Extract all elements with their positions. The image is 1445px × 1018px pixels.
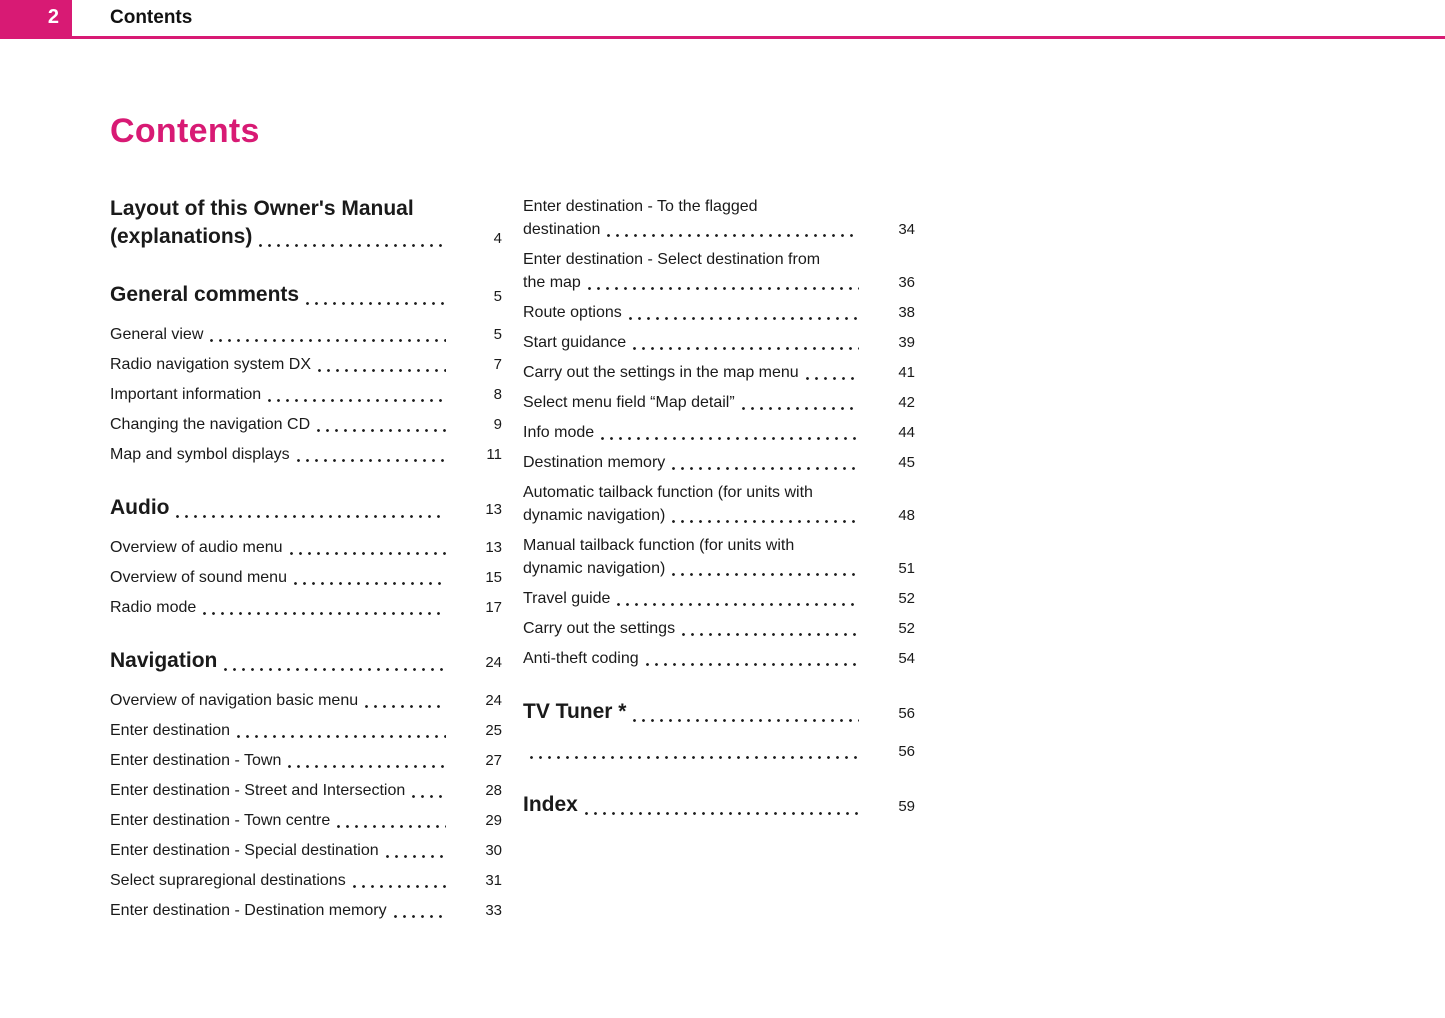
toc-entry-label: dynamic navigation): [523, 560, 666, 577]
toc-row: [110, 779, 502, 802]
toc-page-number: 17: [485, 599, 502, 616]
toc-entry: [110, 413, 502, 436]
toc-dots-leader: [742, 407, 859, 410]
toc-entry: [523, 195, 915, 241]
toc-entry: [523, 534, 915, 580]
toc-row: [110, 839, 502, 862]
toc-entry-label: Overview of sound menu: [110, 569, 287, 586]
toc-page-number: 27: [485, 752, 502, 769]
toc-entry: [523, 451, 915, 474]
toc-entry: [110, 596, 502, 619]
toc-row: [523, 504, 915, 527]
toc-entry-label: Radio navigation system DX: [110, 356, 311, 373]
toc-page-number: 29: [485, 812, 502, 829]
toc-dots-leader: [633, 719, 859, 722]
toc-entry: [523, 647, 915, 670]
page-title: Contents: [110, 112, 260, 150]
toc-row: [110, 223, 502, 253]
toc-dots-leader: [682, 633, 859, 636]
toc-dots-leader: [268, 399, 446, 402]
toc-section: [110, 494, 502, 524]
toc-page-number: 15: [485, 569, 502, 586]
document-body: [110, 112, 916, 929]
toc-entry-label: Enter destination: [110, 722, 231, 739]
toc-entry-label-line1: Enter destination - To the flagged: [523, 198, 758, 215]
page-header: [0, 0, 1445, 40]
toc-page-number: 41: [898, 364, 915, 381]
toc-row: [110, 566, 502, 589]
toc-page-number: 28: [485, 782, 502, 799]
toc-row: [523, 698, 915, 728]
toc-entry-label: Start guidance: [523, 334, 627, 351]
toc-page-number: 38: [898, 304, 915, 321]
toc-entry: [523, 421, 915, 444]
toc-entry: [110, 839, 502, 862]
toc-dots-leader: [629, 317, 859, 320]
toc-entry: [523, 301, 915, 324]
toc-dots-leader: [294, 582, 446, 585]
header-page-number: 2: [47, 6, 59, 28]
toc-dots-leader: [617, 603, 859, 606]
toc-dots-leader: [237, 735, 446, 738]
toc-entry-label: Destination memory: [523, 454, 666, 471]
toc-dots-leader: [386, 855, 446, 858]
header-rule: [0, 36, 1445, 39]
toc-section: [523, 791, 915, 821]
toc-entry: [523, 481, 915, 527]
toc-page-number: 54: [898, 650, 915, 667]
toc-dots-leader: [259, 244, 446, 247]
toc-dots-leader: [646, 663, 859, 666]
toc-entry-label: destination: [523, 221, 601, 238]
toc-page-number: 56: [898, 743, 915, 760]
toc-page-number: 11: [486, 446, 502, 463]
toc-entry-label-line1: Enter destination - Select destination from: [523, 251, 821, 268]
toc-row: [110, 689, 502, 712]
toc-column-left: [110, 195, 502, 929]
toc-dots-leader: [530, 756, 859, 759]
toc-dots-leader: [806, 377, 859, 380]
toc-entry: [110, 899, 502, 922]
toc-dots-leader: [394, 915, 446, 918]
toc-row: [110, 413, 502, 436]
toc-entry: [110, 383, 502, 406]
toc-row: [523, 271, 915, 294]
toc-entry-label: Map and symbol displays: [110, 446, 290, 463]
toc-page-number: 24: [485, 654, 502, 671]
toc-entry: [110, 536, 502, 559]
toc-page-number: 5: [493, 326, 502, 343]
toc-row: [523, 421, 915, 444]
toc-dots-leader: [365, 705, 446, 708]
toc-entry-label: Carry out the settings: [523, 620, 676, 637]
toc-entry-label: Anti-theft coding: [523, 650, 639, 667]
toc-page-number: 39: [898, 334, 915, 351]
toc-section: [110, 195, 502, 253]
toc-dots-leader: [672, 467, 859, 470]
toc-entry: [110, 809, 502, 832]
toc-entry: [523, 740, 915, 763]
toc-row: [110, 443, 502, 466]
toc-page-number: 13: [485, 501, 502, 518]
toc-dots-leader: [288, 765, 446, 768]
toc-entry: [110, 719, 502, 742]
toc-dots-leader: [585, 812, 859, 815]
toc-dots-leader: [224, 668, 446, 671]
toc-section-label: Navigation: [110, 649, 218, 672]
toc-dots-leader: [337, 825, 446, 828]
toc-dots-leader: [633, 347, 859, 350]
toc-row: [523, 361, 915, 384]
toc-row: [110, 536, 502, 559]
toc-entry: [110, 323, 502, 346]
toc-dots-leader: [210, 339, 446, 342]
toc-dots-leader: [176, 515, 446, 518]
toc-page-number: 4: [493, 230, 502, 247]
toc-dots-leader: [601, 437, 859, 440]
toc-row: [523, 331, 915, 354]
toc-row: [110, 353, 502, 376]
toc-page-number: 5: [493, 288, 502, 305]
toc-page-number: 8: [493, 386, 502, 403]
toc-page-number: 36: [898, 274, 915, 291]
toc-section: [110, 281, 502, 311]
toc: [110, 195, 916, 929]
toc-entry-label: Carry out the settings in the map menu: [523, 364, 799, 381]
toc-row: [110, 323, 502, 346]
toc-page-number: 34: [898, 221, 915, 238]
toc-column-right: [523, 195, 915, 833]
toc-row: [110, 647, 502, 677]
toc-section-label: Index: [523, 793, 578, 816]
toc-entry-label: the map: [523, 274, 581, 291]
toc-dots-leader: [672, 573, 859, 576]
toc-entry: [523, 361, 915, 384]
toc-entry: [523, 331, 915, 354]
toc-row: [110, 869, 502, 892]
toc-page-number: 52: [898, 620, 915, 637]
toc-dots-leader: [672, 520, 859, 523]
toc-row: [110, 494, 502, 524]
toc-row: [110, 383, 502, 406]
toc-entry-label: Radio mode: [110, 599, 197, 616]
toc-page-number: 31: [485, 872, 502, 889]
toc-page-number: 24: [485, 692, 502, 709]
toc-row: [523, 391, 915, 414]
toc-entry: [110, 749, 502, 772]
toc-entry: [523, 248, 915, 294]
toc-entry: [110, 779, 502, 802]
toc-dots-leader: [317, 429, 446, 432]
toc-row: [523, 451, 915, 474]
toc-page-number: 59: [898, 798, 915, 815]
page-number-badge: [0, 0, 72, 39]
toc-entry: [110, 869, 502, 892]
toc-entry-label: Overview of navigation basic menu: [110, 692, 359, 709]
toc-entry-label-line1: Manual tailback function (for units with: [523, 537, 795, 554]
toc-row: [523, 557, 915, 580]
toc-dots-leader: [353, 885, 446, 888]
toc-entry-label: Enter destination - Special destination: [110, 842, 379, 859]
toc-dots-leader: [318, 369, 446, 372]
toc-row: [523, 740, 915, 763]
toc-row: [110, 809, 502, 832]
toc-page-number: 51: [898, 560, 915, 577]
toc-entry-label: Enter destination - Town centre: [110, 812, 331, 829]
toc-entry-label: General view: [110, 326, 204, 343]
toc-section-label-line1: Layout of this Owner's Manual: [110, 197, 414, 220]
toc-entry-label: Enter destination - Town: [110, 752, 282, 769]
toc-dots-leader: [588, 287, 859, 290]
toc-row: [110, 281, 502, 311]
toc-page-number: 25: [485, 722, 502, 739]
toc-entry: [523, 617, 915, 640]
toc-section-label: TV Tuner *: [523, 700, 627, 723]
toc-page-number: 56: [898, 705, 915, 722]
toc-page-number: 44: [898, 424, 915, 441]
toc-dots-leader: [203, 612, 446, 615]
toc-row: [523, 301, 915, 324]
toc-page-number: 48: [898, 507, 915, 524]
toc-row: [523, 791, 915, 821]
toc-row: [523, 647, 915, 670]
toc-dots-leader: [607, 234, 859, 237]
toc-entry-label: Select menu field “Map detail”: [523, 394, 735, 411]
toc-dots-leader: [290, 552, 446, 555]
toc-page-number: 30: [485, 842, 502, 859]
toc-page-number: 33: [485, 902, 502, 919]
toc-entry: [110, 353, 502, 376]
toc-section-label: Audio: [110, 496, 170, 519]
toc-entry-label: Important information: [110, 386, 262, 403]
toc-row: [523, 218, 915, 241]
toc-section: [110, 647, 502, 677]
toc-row: [110, 596, 502, 619]
toc-entry-label: Route options: [523, 304, 622, 321]
toc-entry-label: Select supraregional destinations: [110, 872, 346, 889]
toc-dots-leader: [412, 795, 446, 798]
toc-entry: [523, 587, 915, 610]
toc-page-number: 7: [493, 356, 502, 373]
toc-entry: [110, 443, 502, 466]
toc-dots-leader: [297, 459, 446, 462]
toc-entry-label-line1: Automatic tailback function (for units with: [523, 484, 813, 501]
toc-entry-label: Travel guide: [523, 590, 611, 607]
toc-row: [523, 587, 915, 610]
toc-section: [523, 698, 915, 728]
toc-page-number: 52: [898, 590, 915, 607]
toc-section-label: (explanations): [110, 225, 253, 248]
toc-entry-label: Overview of audio menu: [110, 539, 283, 556]
toc-entry-label: Enter destination - Street and Intersection: [110, 782, 406, 799]
toc-entry: [523, 391, 915, 414]
toc-row: [110, 719, 502, 742]
toc-row: [110, 899, 502, 922]
toc-entry-label: Info mode: [523, 424, 595, 441]
toc-entry: [110, 566, 502, 589]
toc-page-number: 9: [493, 416, 502, 433]
toc-entry-label: Changing the navigation CD: [110, 416, 311, 433]
toc-row: [110, 749, 502, 772]
toc-entry-label: Enter destination - Destination memory: [110, 902, 387, 919]
toc-section-label: General comments: [110, 283, 300, 306]
toc-page-number: 45: [898, 454, 915, 471]
toc-dots-leader: [306, 302, 446, 305]
toc-entry-label: dynamic navigation): [523, 507, 666, 524]
header-chapter-title: Contents: [110, 7, 193, 28]
toc-page-number: 13: [485, 539, 502, 556]
toc-page-number: 42: [898, 394, 915, 411]
toc-entry: [110, 689, 502, 712]
toc-row: [523, 617, 915, 640]
